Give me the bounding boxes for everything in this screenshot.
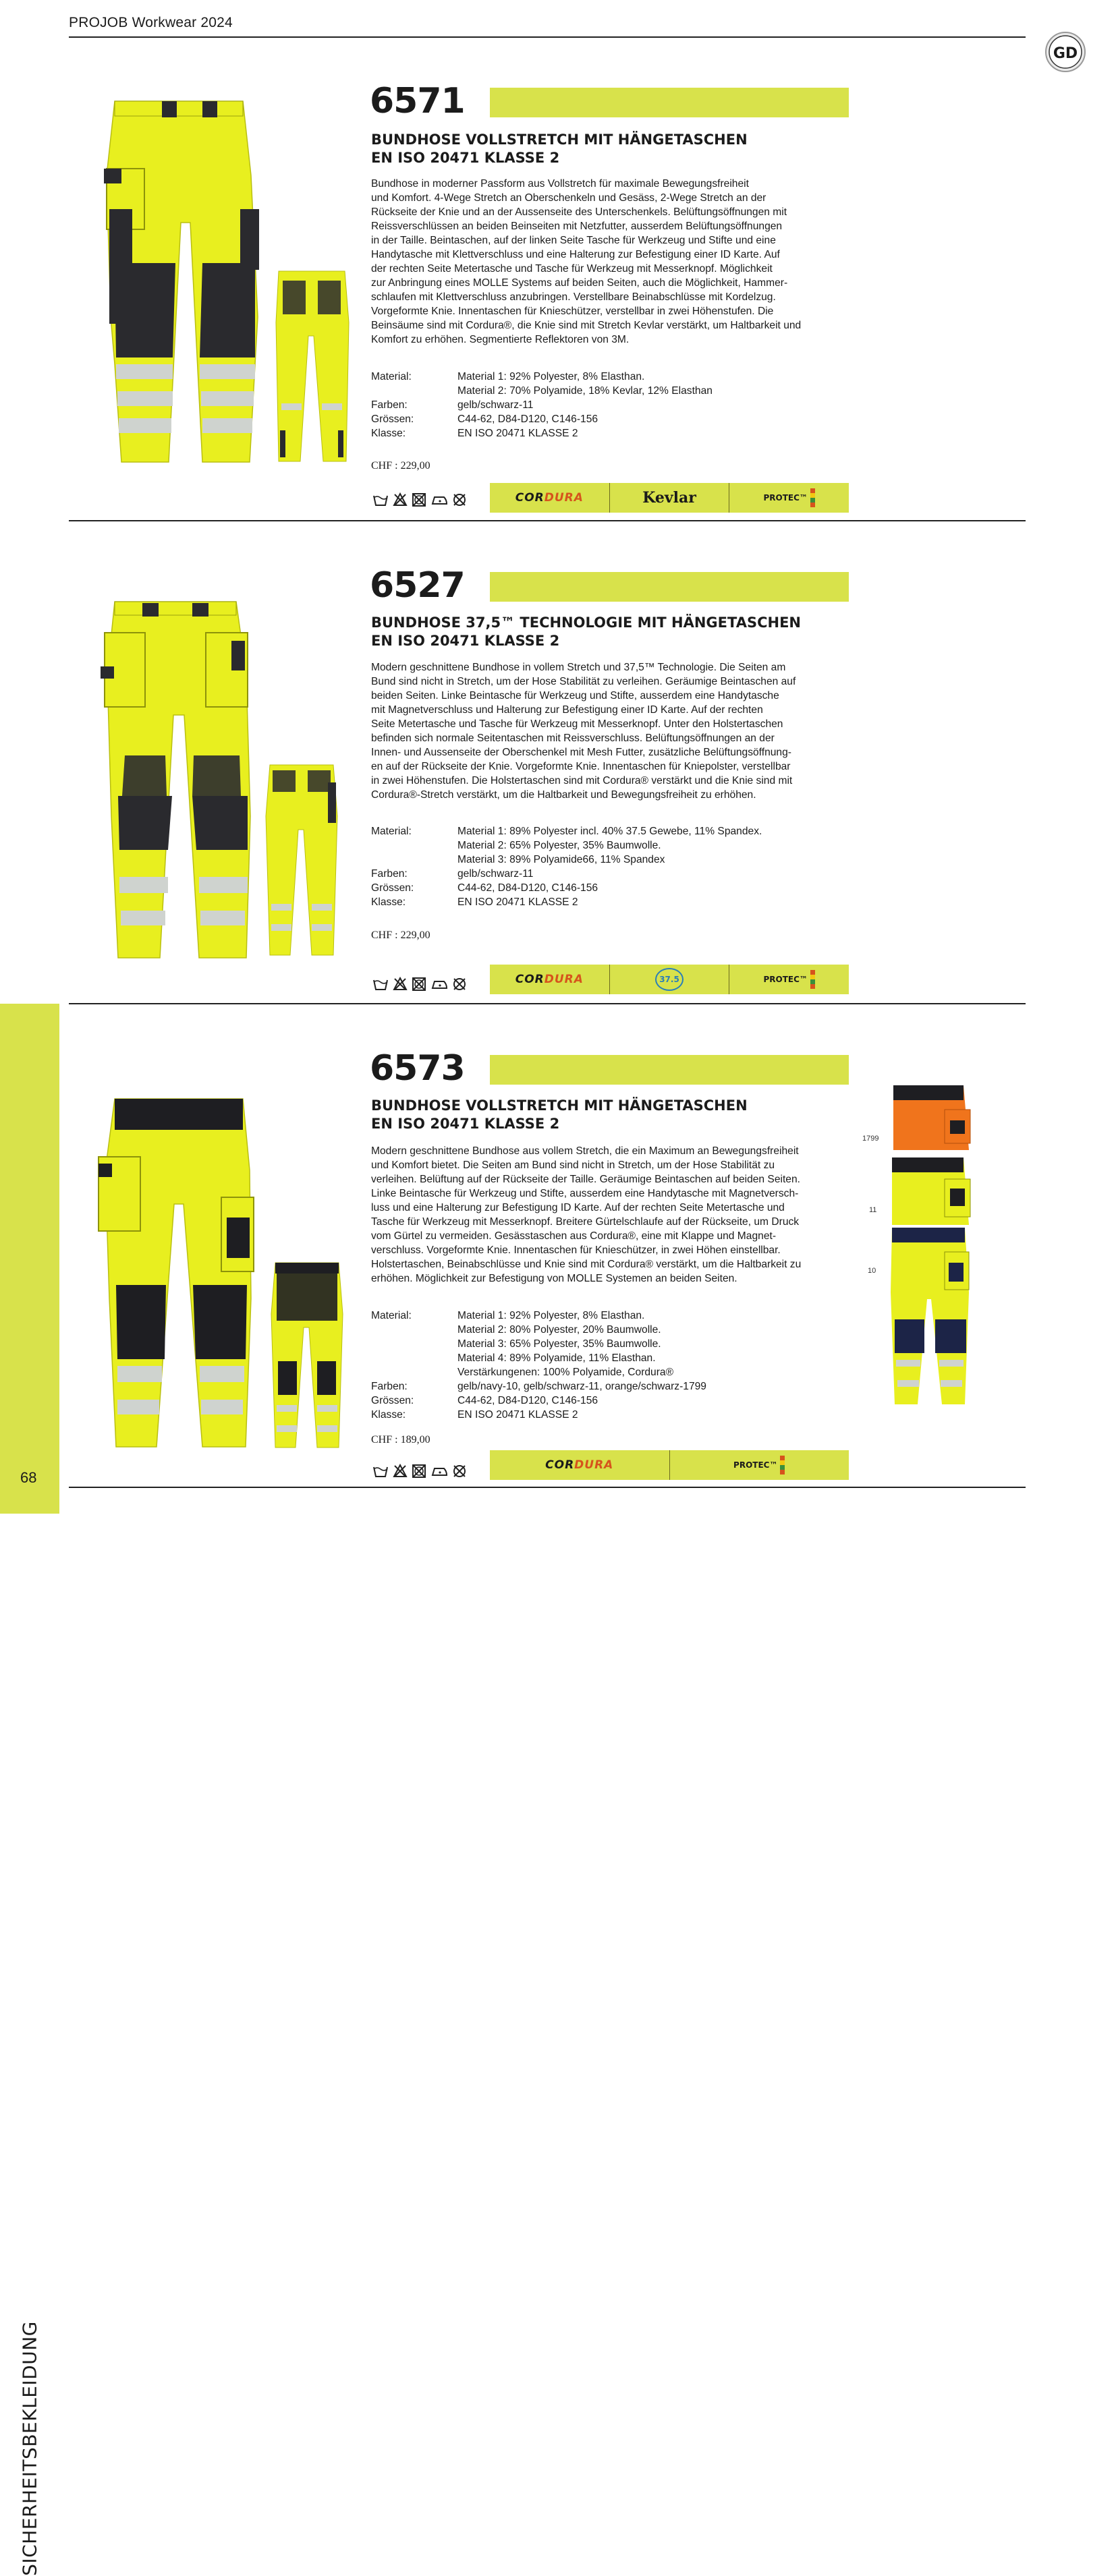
description-line: mit Magnetverschluss und Halterung zur Befestigung einer ID Karte. Auf der rechten <box>371 704 763 716</box>
no-tumble-dry-icon <box>412 492 426 507</box>
spec-value: EN ISO 20471 KLASSE 2 <box>457 428 578 439</box>
description-line: luss und eine Halterung zur Befestigung ID Karte. Auf der rechten Seite Metertasche und <box>371 1202 785 1213</box>
number-accent-bar <box>490 88 849 117</box>
variant-label: 10 <box>868 1267 876 1275</box>
product-separator <box>69 1003 1026 1004</box>
spec-value: gelb/schwarz-11 <box>457 399 534 411</box>
iron-low-icon <box>430 493 448 507</box>
spec-label: Farben: <box>371 399 408 411</box>
no-dry-clean-icon <box>452 977 467 992</box>
description-line: und Komfort. 4-Wege Stretch an Oberschenkeln und Gesäss, 2-Wege Stretch an der <box>371 192 766 204</box>
product-price: CHF : 189,00 <box>371 1434 430 1446</box>
brand-37-5 <box>609 965 729 994</box>
number-accent-bar <box>490 572 849 602</box>
description-line: Beinsäume sind mit Cordura®, die Knie sind mit Stretch Kevlar verstärkt, um Haltbarkeit und <box>371 320 802 331</box>
product-title-line-2: EN ISO 20471 KLASSE 2 <box>371 1116 560 1132</box>
spec-value: Material 1: 92% Polyester, 8% Elasthan. <box>457 371 645 382</box>
description-line: in zwei Höhenstufen. Die Holstertaschen sind mit Cordura® verstärkt und die Knie sind mit <box>371 775 793 786</box>
brand-protec <box>729 483 849 513</box>
spec-value: C44-62, D84-D120, C146-156 <box>457 1395 598 1406</box>
product-number: 6573 <box>370 1048 465 1089</box>
description-line: erhöhen. Möglichkeit zur Befestigung von MOLLE Systemen an beiden Seiten. <box>371 1273 737 1284</box>
product-title-line-2: EN ISO 20471 KLASSE 2 <box>371 150 560 166</box>
brand-logo <box>1044 31 1086 73</box>
wash-40-icon <box>372 493 389 507</box>
product-number: 6527 <box>370 565 465 606</box>
product-price: CHF : 229,00 <box>371 929 430 941</box>
no-bleach-icon <box>393 977 408 992</box>
product-title <box>371 131 748 167</box>
description-line: Bund sind nicht in Stretch, um der Hose Stabilität zu verleihen. Geräumige Beintaschen auf <box>371 676 796 687</box>
product-title <box>371 614 801 650</box>
section-side-tab <box>0 1004 59 2576</box>
spec-value: Material 2: 80% Polyester, 20% Baumwolle. <box>457 1324 661 1336</box>
product-description <box>371 660 857 802</box>
description-line: vom Gürtel zu vermeiden. Gesässtaschen aus Cordura®, eine mit Klappe und Magnet- <box>371 1230 777 1242</box>
care-symbols <box>372 1464 467 1479</box>
no-bleach-icon <box>393 492 408 507</box>
spec-value: Material 3: 65% Polyester, 35% Baumwolle. <box>457 1338 661 1350</box>
description-line: der rechten Seite Metertasche und Tasche für Werkzeug mit Messerknopf. Möglichkeit <box>371 263 773 275</box>
product-6571-image-front <box>101 94 270 472</box>
spec-label: Farben: <box>371 1381 408 1392</box>
spec-value: EN ISO 20471 KLASSE 2 <box>457 896 578 908</box>
spec-value: Material 2: 70% Polyamide, 18% Kevlar, 12% Elasthan <box>457 385 713 397</box>
protec-logo: PROTEC™ <box>733 1460 778 1470</box>
description-line: beiden Seiten. Linke Beintasche für Werkzeug und Stifte, ausserdem eine Handytasche <box>371 690 779 702</box>
product-price: CHF : 229,00 <box>371 460 430 471</box>
product-6573-image-front <box>94 1096 263 1450</box>
variant-label: 11 <box>869 1206 877 1214</box>
brand-protec <box>669 1450 849 1480</box>
protec-flag-icon <box>810 970 815 989</box>
catalog-title: PROJOB Workwear 2024 <box>69 15 233 30</box>
wash-40-icon <box>372 1464 389 1478</box>
product-6527-image-front <box>98 594 260 961</box>
spec-row-colors <box>371 398 713 412</box>
protec-flag-icon <box>780 1456 785 1475</box>
spec-label: Material: <box>371 826 412 837</box>
spec-row-class <box>371 895 762 909</box>
wash-40-icon <box>372 977 389 991</box>
iron-low-icon <box>430 1464 448 1478</box>
spec-label: Grössen: <box>371 882 414 894</box>
product-6571-image-back <box>273 268 351 465</box>
spec-row-sizes <box>371 412 713 426</box>
spec-label: Grössen: <box>371 1395 414 1406</box>
spec-row-class <box>371 426 713 440</box>
product-separator <box>69 1487 1026 1488</box>
product-separator <box>69 520 1026 521</box>
no-dry-clean-icon <box>452 492 467 507</box>
variant-yellow-black-image <box>889 1155 972 1229</box>
protec-flag-icon <box>810 488 815 507</box>
variant-yellow-navy-image <box>889 1225 972 1407</box>
spec-value: C44-62, D84-D120, C146-156 <box>457 882 598 894</box>
brand-cordura <box>490 965 609 994</box>
cordura-logo: CORDURA <box>515 491 584 505</box>
brand-cordura <box>490 1450 669 1480</box>
spec-table <box>371 824 762 909</box>
spec-value: Material 3: 89% Polyamide66, 11% Spandex <box>457 854 665 865</box>
spec-label: Klasse: <box>371 428 406 439</box>
description-line: schlaufen mit Klettverschluss anzubringen. Verstellbare Beinabschlüsse mit Kordelzug. <box>371 291 776 303</box>
description-line: Seite Metertasche und Tasche für Werkzeug mit Messerknopf. Unter den Holstertaschen <box>371 718 783 730</box>
spec-value: Material 1: 89% Polyester incl. 40% 37.5 Gewebe, 11% Spandex. <box>457 826 762 837</box>
protec-logo: PROTEC™ <box>763 493 808 503</box>
header-rule <box>69 36 1026 38</box>
variant-label: 1799 <box>862 1135 879 1143</box>
brand-bar <box>490 965 849 994</box>
product-title-line-1: BUNDHOSE 37,5™ TECHNOLOGIE MIT HÄNGETASCHEN <box>371 614 801 631</box>
spec-table <box>371 370 713 440</box>
spec-value: C44-62, D84-D120, C146-156 <box>457 413 598 425</box>
page-number: 68 <box>20 1469 37 1486</box>
spec-row-material <box>371 1309 706 1379</box>
description-line: verschluss. Vorgeformte Knie. Innentaschen für Knieschützer, in zwei Höhen einstellbar. <box>371 1244 781 1256</box>
spec-row-material <box>371 370 713 398</box>
spec-row-colors <box>371 1379 706 1394</box>
spec-value: Material 1: 92% Polyester, 8% Elasthan. <box>457 1310 645 1321</box>
technology-37-5-logo: 37.5 <box>655 968 683 991</box>
description-line: Holstertaschen, Beinabschlüsse und Knie sind mit Cordura® verstärkt, um die Haltbarkeit zu <box>371 1259 802 1270</box>
spec-label: Klasse: <box>371 896 406 908</box>
no-dry-clean-icon <box>452 1464 467 1479</box>
product-6527-image-back <box>263 762 341 958</box>
description-line: Linke Beintasche für Werkzeug und Stifte, ausserdem eine Handytasche mit Magnetversch- <box>371 1188 799 1199</box>
spec-label: Material: <box>371 371 412 382</box>
product-title-line-1: BUNDHOSE VOLLSTRETCH MIT HÄNGETASCHEN <box>371 132 748 148</box>
description-line: Tasche für Werkzeug mit Messerknopf. Breitere Gürtelschlaufe auf der Rückseite, um Druck <box>371 1216 800 1228</box>
care-symbols <box>372 977 467 992</box>
care-symbols <box>372 492 467 507</box>
description-line: Modern geschnittene Bundhose aus vollem Stretch, die ein Maximum an Bewegungsfreiheit <box>371 1145 799 1157</box>
kevlar-logo: Kevlar <box>642 489 696 507</box>
no-tumble-dry-icon <box>412 1464 426 1479</box>
description-line: en auf der Rückseite der Knie. Vorgeformte Knie. Innentaschen für Kniepolster, verstellbar <box>371 761 791 772</box>
spec-value: gelb/schwarz-11 <box>457 868 534 880</box>
cordura-logo: CORDURA <box>515 973 584 986</box>
protec-logo: PROTEC™ <box>763 975 808 984</box>
spec-value: gelb/navy-10, gelb/schwarz-11, orange/schwarz-1799 <box>457 1381 706 1392</box>
spec-value: Material 4: 89% Polyamide, 11% Elasthan. <box>457 1352 656 1364</box>
spec-row-colors <box>371 867 762 881</box>
spec-row-sizes <box>371 881 762 895</box>
description-line: Reissverschlüssen an beiden Beinseiten mit Netzfutter, ausserdem Belüftungsöffnungen <box>371 221 783 232</box>
brand-bar <box>490 1450 849 1480</box>
cordura-logo: CORDURA <box>545 1458 614 1472</box>
section-label: SICHERHEITSBEKLEIDUNG <box>18 2321 41 2576</box>
description-line: Bundhose in moderner Passform aus Vollstretch für maximale Bewegungsfreiheit <box>371 178 749 190</box>
description-line: Vorgeformte Knie. Innentaschen für Knieschützer, verstellbar in zwei Höhenstufen. Die <box>371 306 774 317</box>
number-accent-bar <box>490 1055 849 1085</box>
spec-value: EN ISO 20471 KLASSE 2 <box>457 1409 578 1421</box>
spec-row-material <box>371 824 762 867</box>
description-line: befinden sich normale Seitentaschen mit Reissverschluss. Belüftungsöffnungen an der <box>371 733 775 744</box>
spec-label: Grössen: <box>371 413 414 425</box>
description-line: zur Anbringung eines MOLLE Systems auf beiden Seiten, auch die Möglichkeit, Hammer- <box>371 277 788 289</box>
description-line: Komfort zu erhöhen. Segmentierte Reflektoren von 3M. <box>371 334 630 345</box>
description-line: und Komfort bietet. Die Seiten am Bund sind nicht in Stretch, um der Hose Stabilität zu <box>371 1160 775 1171</box>
product-title-line-1: BUNDHOSE VOLLSTRETCH MIT HÄNGETASCHEN <box>371 1097 748 1114</box>
iron-low-icon <box>430 977 448 991</box>
spec-row-sizes <box>371 1394 706 1408</box>
product-title-line-2: EN ISO 20471 KLASSE 2 <box>371 633 560 649</box>
description-line: Modern geschnittene Bundhose in vollem Stretch und 37,5™ Technologie. Die Seiten am <box>371 662 786 673</box>
product-description <box>371 1144 857 1286</box>
brand-bar <box>490 483 849 513</box>
product-title <box>371 1097 748 1133</box>
brand-cordura <box>490 483 609 513</box>
logo-text: GD <box>1053 45 1078 62</box>
product-description <box>371 177 857 347</box>
product-number: 6571 <box>370 81 465 121</box>
spec-row-class <box>371 1408 706 1422</box>
description-line: Rückseite der Knie und an der Aussenseite des Unterschenkels. Belüftungsöffnungen mit <box>371 206 787 218</box>
spec-value: Material 2: 65% Polyester, 35% Baumwolle. <box>457 840 661 851</box>
description-line: Handytasche mit Klettverschluss und eine Halterung zur Befestigung einer ID Karte. Auf <box>371 249 780 260</box>
spec-value: Verstärkungenen: 100% Polyamide, Cordura® <box>457 1367 674 1378</box>
spec-label: Farben: <box>371 868 408 880</box>
description-line: Cordura®-Stretch verstärkt, um die Haltbarkeit und Bewegungsfreiheit zu erhöhen. <box>371 789 756 801</box>
description-line: verleihen. Belüftung auf der Rückseite der Taille. Geräumige Beintaschen auf beiden Seiten. <box>371 1174 800 1185</box>
product-6573-image-back <box>269 1260 346 1450</box>
spec-label: Klasse: <box>371 1409 406 1421</box>
brand-protec <box>729 965 849 994</box>
no-tumble-dry-icon <box>412 977 426 992</box>
no-bleach-icon <box>393 1464 408 1479</box>
variant-orange-black-image <box>889 1083 972 1157</box>
brand-kevlar <box>609 483 729 513</box>
spec-table <box>371 1309 706 1422</box>
description-line: Innen- und Aussenseite der Oberschenkel mit Mesh Futter, zusätzliche Belüftungsöffnung- <box>371 747 791 758</box>
spec-label: Material: <box>371 1310 412 1321</box>
description-line: in der Taille. Beintaschen, auf der linken Seite Tasche für Werkzeug und Stifte und eine <box>371 235 776 246</box>
